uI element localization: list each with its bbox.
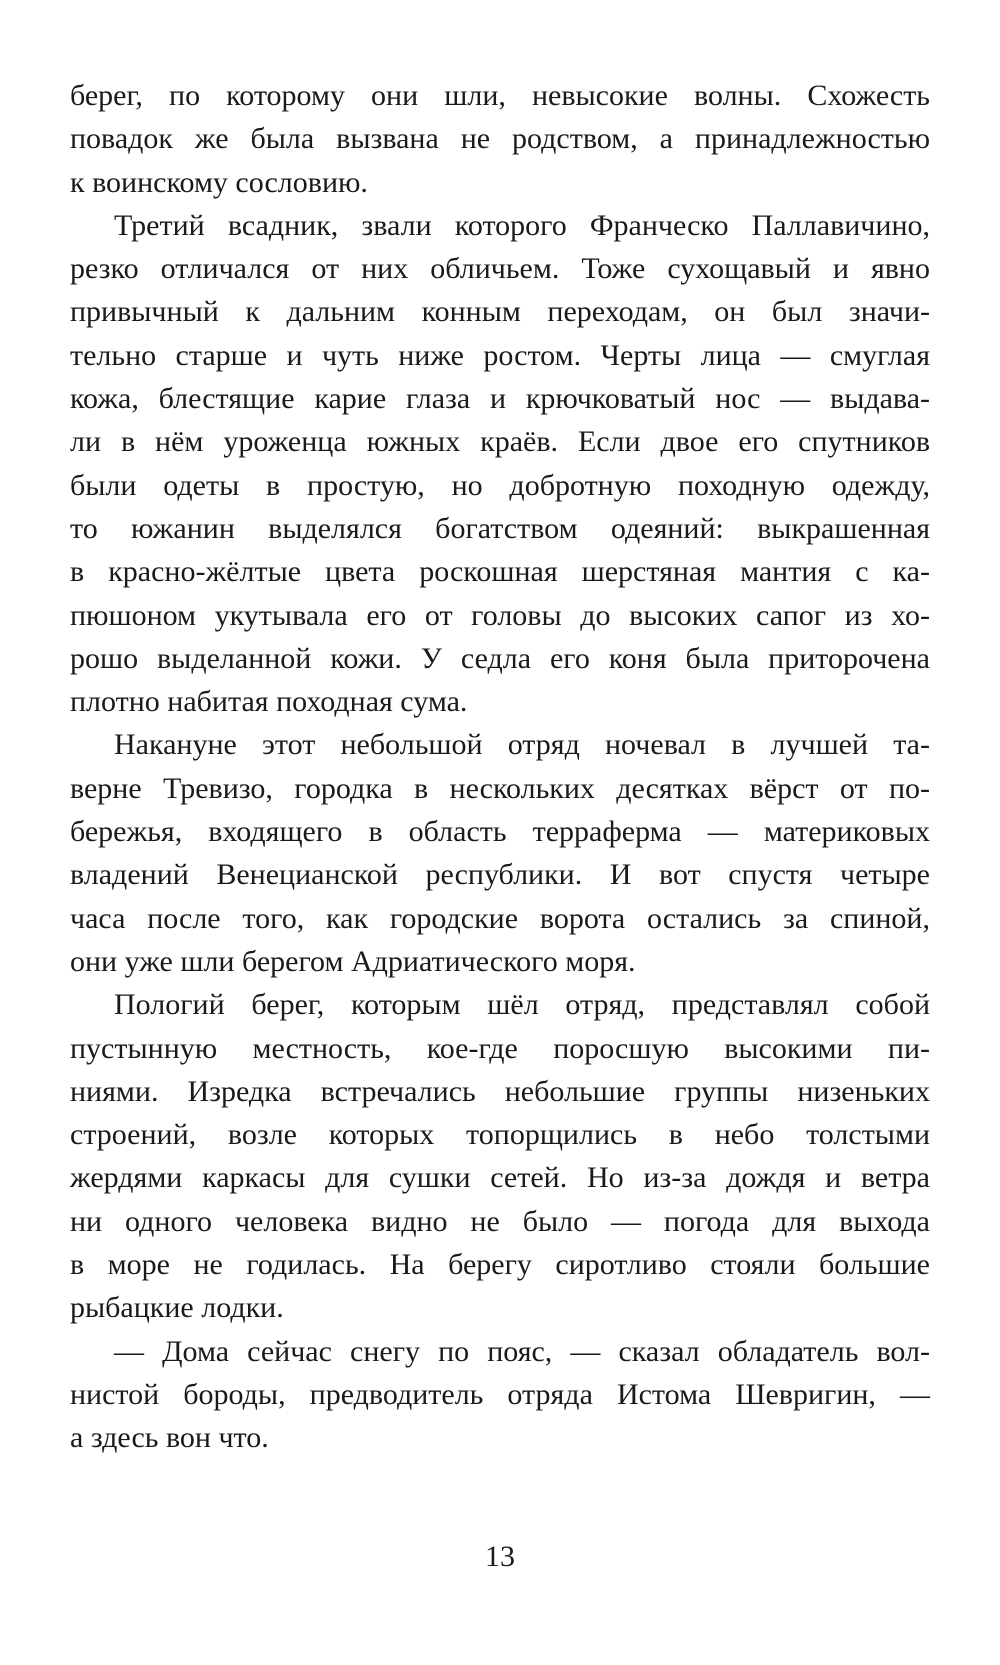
paragraph-line: плотно набитая походная сума. bbox=[70, 685, 468, 719]
paragraph-line: к воинскому сословию. bbox=[70, 165, 368, 199]
paragraph-line: рошо выделанной кожи. У седла его коня была приторочена bbox=[70, 641, 930, 675]
paragraph-line: а здесь вон что. bbox=[70, 1421, 269, 1455]
paragraph-line: Пологий берег, которым шёл отряд, представлял собой bbox=[114, 988, 930, 1022]
paragraph-line: — Дома сейчас снегу по пояс, — сказал обладатель вол- bbox=[114, 1334, 930, 1368]
paragraph-line: привычный к дальним конным переходам, он был значи- bbox=[70, 295, 930, 329]
paragraph-line: бережья, входящего в область терраферма — материковых bbox=[70, 815, 930, 849]
paragraph-line: были одеты в простую, но добротную походную одежду, bbox=[70, 468, 930, 502]
paragraph-line: нистой бороды, предводитель отряда Истома Шевригин, — bbox=[70, 1377, 930, 1411]
paragraph-line: пюшоном укутывала его от головы до высоких сапог из хо- bbox=[70, 598, 930, 632]
page-body bbox=[70, 74, 930, 1460]
paragraph-line: пустынную местность, кое-где поросшую высокими пи- bbox=[70, 1031, 930, 1065]
paragraph-line: Третий всадник, звали которого Франческо Паллавичино, bbox=[114, 208, 930, 242]
paragraph-line: кожа, блестящие карие глаза и крючковатый нос — выдава- bbox=[70, 382, 930, 416]
paragraph-line: жердями каркасы для сушки сетей. Но из-за дождя и ветра bbox=[70, 1161, 930, 1195]
paragraph-line: часа после того, как городские ворота остались за спиной, bbox=[70, 901, 930, 935]
paragraph-line: в красно-жёлтые цвета роскошная шерстяная мантия с ка- bbox=[70, 555, 930, 589]
paragraph-line: рыбацкие лодки. bbox=[70, 1291, 284, 1325]
paragraph-line: ни одного человека видно не было — погода для выхода bbox=[70, 1204, 930, 1238]
paragraph-line: берег, по которому они шли, невысокие волны. Схожесть bbox=[70, 79, 930, 112]
paragraph-line: в море не годилась. На берегу сиротливо стояли большие bbox=[70, 1248, 930, 1282]
paragraph-line: то южанин выделялся богатством одеяний: выкрашенная bbox=[70, 511, 930, 545]
paragraph-line: Накануне этот небольшой отряд ночевал в лучшей та- bbox=[114, 728, 930, 762]
paragraph-line: строений, возле которых топорщились в небо толстыми bbox=[70, 1118, 930, 1152]
paragraph-line: верне Тревизо, городка в нескольких десятках вёрст от по- bbox=[70, 771, 930, 805]
body-text bbox=[70, 74, 930, 1460]
paragraph-line: тельно старше и чуть ниже ростом. Черты лица — смуглая bbox=[70, 338, 930, 372]
paragraph-line: они уже шли берегом Адриатического моря. bbox=[70, 944, 636, 978]
paragraph-line: владений Венецианской республики. И вот спустя четыре bbox=[70, 858, 930, 892]
paragraph-line: резко отличался от них обличьем. Тоже сухощавый и явно bbox=[70, 252, 930, 286]
page-number: 13 bbox=[485, 1540, 515, 1573]
paragraph-line: ниями. Изредка встречались небольшие группы низеньких bbox=[70, 1074, 930, 1108]
paragraph-line: ли в нём уроженца южных краёв. Если двое его спутников bbox=[70, 425, 930, 459]
paragraph-line: повадок же была вызвана не родством, а принадлежностью bbox=[70, 122, 930, 156]
